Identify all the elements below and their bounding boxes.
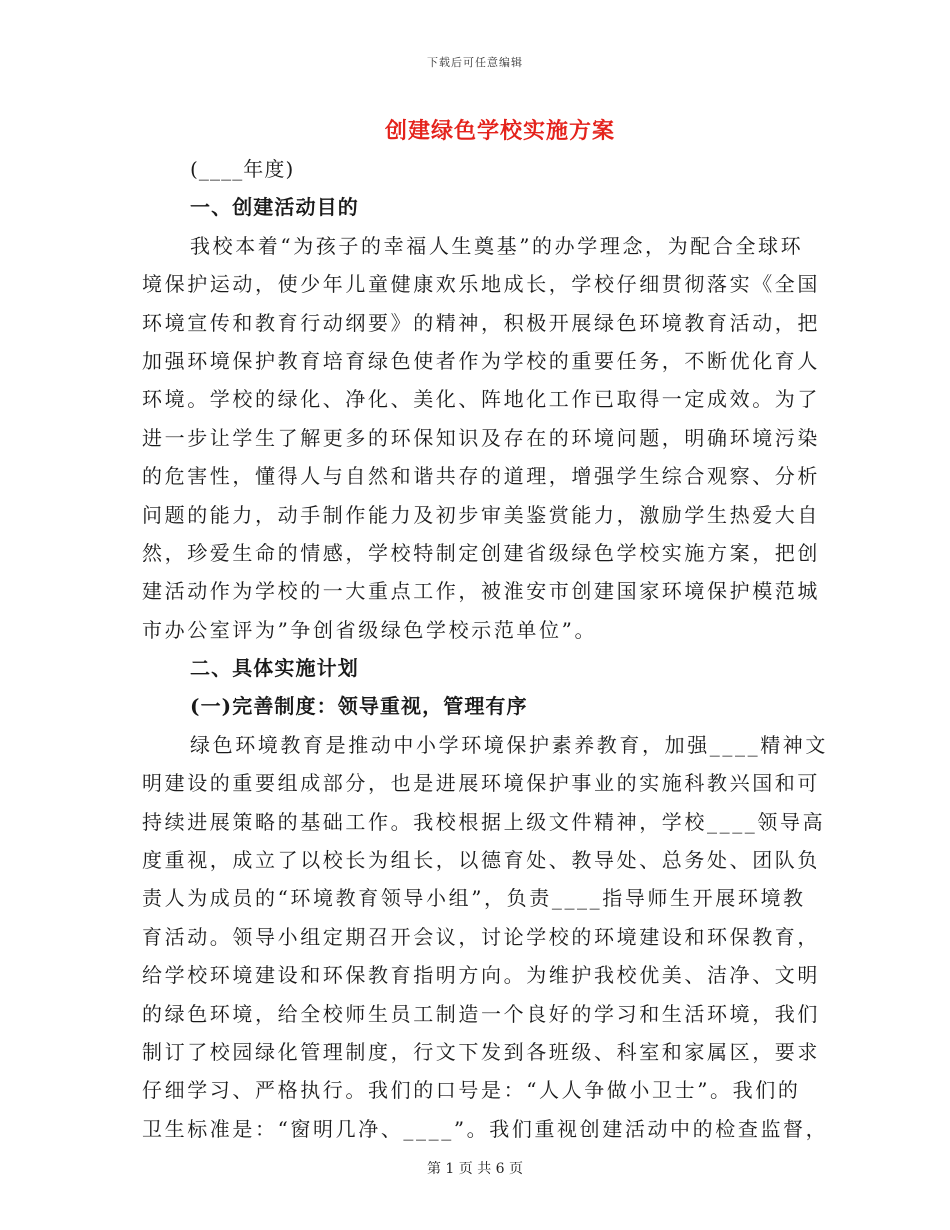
paragraph-line: 加强环境保护教育培育绿色使者作为学校的重要任务，不断优化育人 [142, 348, 820, 373]
page-header-note: 下载后可任意编辑 [427, 56, 523, 69]
paragraph-line: 环境宣传和教育行动纲要》的精神，积极开展绿色环境教育活动，把 [142, 310, 820, 335]
paragraph-line: 持续进展策略的基础工作。我校根据上级文件精神，学校____领导高 [142, 809, 826, 834]
paragraph-line: 给学校环境建设和环保教育指明方向。为维护我校优美、洁净、文明 [142, 963, 820, 988]
paragraph-line: 问题的能力，动手制作能力及初步审美鉴赏能力，激励学生热爱大自 [142, 502, 820, 527]
paragraph-line: 建活动作为学校的一大重点工作，被淮安市创建国家环境保护模范城 [142, 579, 820, 604]
subsection-heading-system: (一)完善制度：领导重视，管理有序 [190, 694, 528, 719]
paragraph-line: 度重视，成立了以校长为组长，以德育处、教导处、总务处、团队负 [142, 848, 820, 873]
paragraph-line: 制订了校园绿化管理制度，行文下发到各班级、科室和家属区，要求 [142, 1039, 820, 1064]
page-number-footer: 第 1 页 共 6 页 [426, 1161, 524, 1177]
section-heading-plan: 二、具体实施计划 [190, 656, 359, 681]
paragraph-line: 卫生标准是：“窗明几净、____”。我们重视创建活动中的检查监督， [142, 1116, 829, 1141]
paragraph-line: 绿色环境教育是推动中小学环境保护素养教育，加强____精神文 [190, 732, 828, 757]
paragraph-line: 育活动。领导小组定期召开会议，讨论学校的环境建设和环保教育， [142, 924, 820, 949]
paragraph-line: 环境。学校的绿化、净化、美化、阵地化工作已取得一定成效。为了 [142, 387, 820, 412]
paragraph-line: 我校本着“为孩子的幸福人生奠基”的办学理念，为配合全球环 [190, 233, 804, 258]
document-title: 创建绿色学校实施方案 [384, 118, 615, 144]
paragraph-line: 的危害性，懂得人与自然和谐共存的道理，增强学生综合观察、分析 [142, 464, 820, 489]
paragraph-line: 的绿色环境，给全校师生员工制造一个良好的学习和生活环境，我们 [142, 1001, 820, 1026]
paragraph-line: 明建设的重要组成部分，也是进展环境保护事业的实施科教兴国和可 [142, 771, 820, 796]
paragraph-line: 进一步让学生了解更多的环保知识及存在的环境问题，明确环境污染 [142, 425, 820, 450]
year-line: (____年度) [190, 157, 295, 181]
paragraph-line: 责人为成员的“环境教育领导小组”，负责____指导师生开展环境教 [142, 886, 806, 911]
paragraph-line: 市办公室评为”争创省级绿色学校示范单位”。 [142, 617, 598, 642]
paragraph-line: 境保护运动，使少年儿童健康欢乐地成长，学校仔细贯彻落实《全国 [142, 272, 820, 297]
document-body [142, 150, 829, 1148]
section-heading-goals: 一、创建活动目的 [190, 195, 359, 220]
subsection-system-paragraph [142, 726, 829, 1148]
paragraph-line: 然，珍爱生命的情感，学校特制定创建省级绿色学校实施方案，把创 [142, 540, 820, 565]
paragraph-line: 仔细学习、严格执行。我们的口号是：“人人争做小卫士”。我们的 [142, 1078, 801, 1103]
section-goals-paragraph [142, 227, 820, 649]
